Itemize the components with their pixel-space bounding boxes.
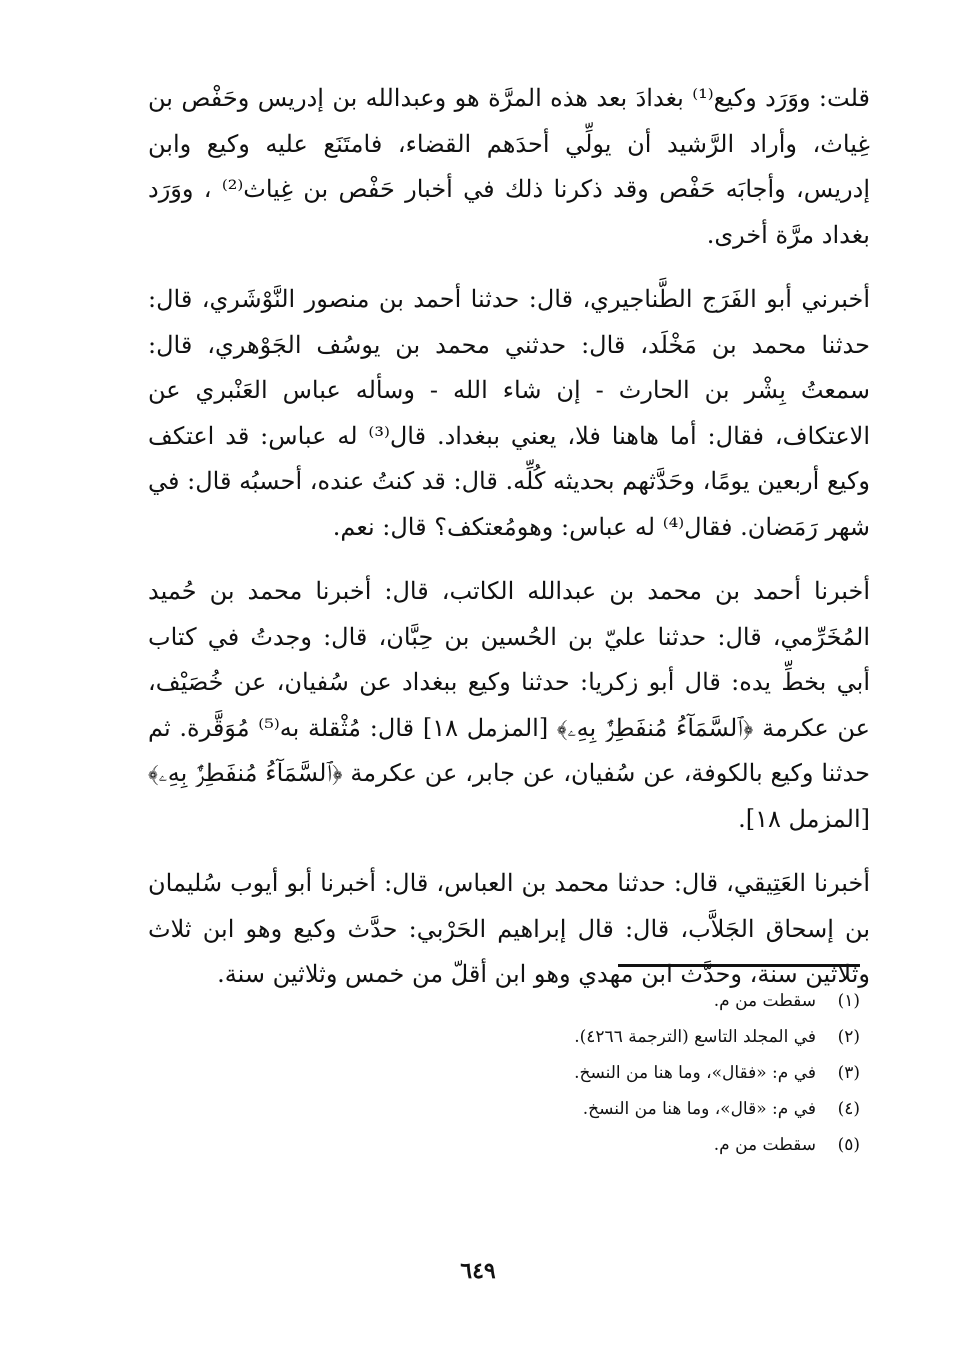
footnote-4 bbox=[460, 1091, 860, 1127]
footnote-1 bbox=[460, 983, 860, 1019]
footnote-number: (١) bbox=[837, 991, 860, 1011]
footnote-3 bbox=[460, 1055, 860, 1091]
footnote-text: سقطت من م. bbox=[713, 991, 816, 1011]
main-text bbox=[148, 76, 870, 998]
footnote-text: في م: «فقال»، وما هنا من النسخ. bbox=[574, 1063, 816, 1083]
paragraph-4: أخبرنا العَتِيقي، قال: حدثنا محمد بن العباس، قال: أخبرنا أبو أيوب سُليمان بن إسحاق الجَلاَّب، قال: قال إبراهيم الحَرْبي: حدَّث وكيع وهو ابن ثلاث وثلاثين سنة، وحدَّث ابن مهدي وهو ابن أقلّ من خمس وثلاثين سنة. bbox=[148, 869, 870, 988]
paragraph-2: أخبرني أبو الفَرَج الطَّناجيري، قال: حدثنا أحمد بن منصور النَّوْشَري، قال: حدثنا محمد بن مَخْلَد، قال: حدثني محمد بن يوسُف الجَوْهري، قال: سمعتُ بِشْر بن الحارث - إن شاء الله - وسأله عباس العَنْبري عن الاعتكاف، فقال: أما هاهنا فلا، يعني ببغداد. قال⁽³⁾ له عباس: قد اعتكف وكيع أربعين يومًا، وحَدَّثهم بحديثه كُلِّه. قال: قد كنتُ عنده، أحسبُه قال: في شهر رَمَضان. فقال⁽⁴⁾ له عباس: وهومُعتكف؟ قال: نعم. bbox=[148, 285, 871, 541]
footnotes bbox=[460, 983, 860, 1163]
footnote-number: (٣) bbox=[837, 1063, 860, 1083]
footnote-number: (٢) bbox=[837, 1027, 860, 1047]
paragraph-1: قلت: ووَرَد وكيع⁽¹⁾ بغدادَ بعد هذه المرَّة هو وعبدالله بن إدريس وحَفْص بن غِياث، وأراد الرَّشيد أن يولِّي أحدَهم القضاء، فامتَنَع عليه وكيع وابن إدريس، وأجابَه حَفْص وقد ذكرنا ذلك في أخبار حَفْص بن غِياث⁽²⁾ ، ووَرَد بغداد مرَّة أخرى. bbox=[148, 84, 870, 249]
footnote-divider bbox=[618, 964, 860, 967]
footnote-text: في المجلد التاسع (الترجمة ٤٢٦٦). bbox=[574, 1027, 816, 1047]
paragraph-3: أخبرنا أحمد بن محمد بن عبدالله الكاتب، قال: أخبرنا محمد بن حُميد المُخَرِّمي، قال: حدثنا عليّ بن الحُسين بن حِبَّان، قال: وجدتُ في كتاب أبي بخطِّ يده: قال أبو زكريا: حدثنا وكيع ببغداد عن سُفيان، عن خُصَيْف، عن عكرمة ﴿ٱلسَّمَآءُ مُنفَطِرٌۢ بِهِۦ﴾ [المزمل ١٨] قال: مُثْقلة به⁽⁵⁾ مُوَقَّرة. ثم حدثنا وكيع بالكوفة، عن سُفيان، عن جابر، عن عكرمة ﴿ٱلسَّمَآءُ مُنفَطِرٌۢ بِهِۦ﴾ [المزمل ١٨]. bbox=[148, 577, 871, 833]
footnote-2 bbox=[460, 1019, 860, 1055]
footnote-number: (٥) bbox=[837, 1135, 860, 1155]
page-number: ٦٤٩ bbox=[460, 1258, 496, 1284]
footnote-number: (٤) bbox=[837, 1099, 860, 1119]
footnote-text: سقطت من م. bbox=[713, 1135, 816, 1155]
footnote-5 bbox=[460, 1127, 860, 1163]
footnote-text: في م: «قال»، وما هنا من النسخ. bbox=[582, 1099, 816, 1119]
